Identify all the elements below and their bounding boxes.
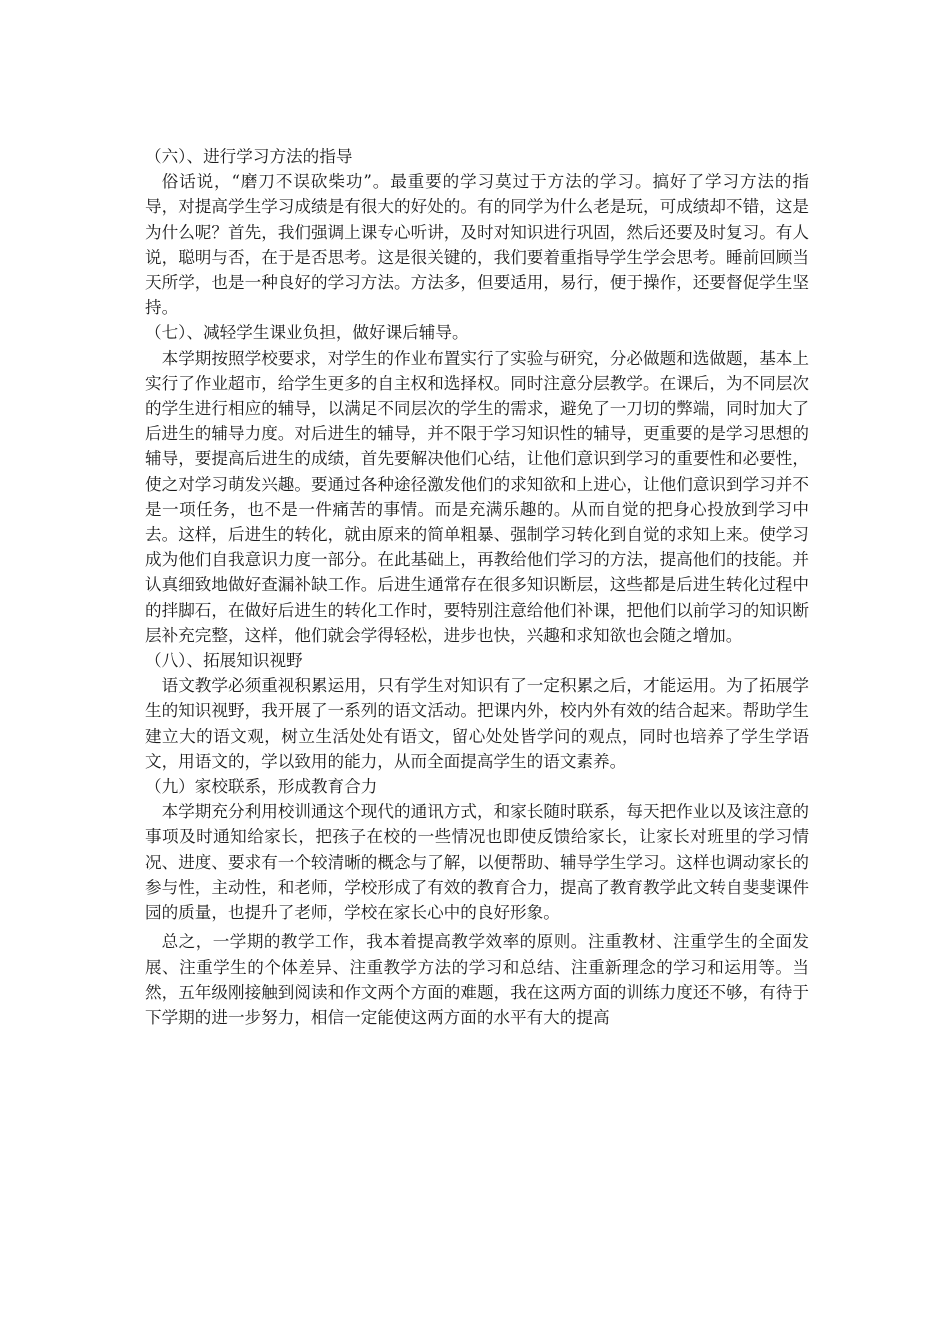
closing-paragraph: 总之，一学期的教学工作，我本着提高教学效率的原则。注重教材、注重学生的全面发展、注重学生的个体差异、注重教学方法的学习和总结、注重新理念的学习和运用等。当然，五年级刚接触到阅读和作文两个方面的难题，我在这两方面的训练力度还不够，有待于下学期的进一步努力，相信一定能使这两方面的水平有大的提高 — [145, 932, 809, 1027]
document-page — [145, 144, 809, 1030]
section-paragraph: 语文教学必须重视积累运用，只有学生对知识有了一定积累之后，才能运用。为了拓展学生的知识视野，我开展了一系列的语文活动。把课内外，校内外有效的结合起来。帮助学生建立大的语文观，树立生活处处有语文，留心处处皆学问的观点，同时也培养了学生学语文，用语文的，学以致用的能力，从而全面提高学生的语文素养。 — [145, 676, 809, 771]
section-paragraph: 本学期充分利用校训通这个现代的通讯方式，和家长随时联系，每天把作业以及该注意的事项及时通知给家长，把孩子在校的一些情况也即使反馈给家长，让家长对班里的学习情况、进度、要求有一个较清晰的概念与了解，以便帮助、辅导学生学习。这样也调动家长的参与性，主动性，和老师，学校形成了有效的教育合力，提高了教育教学此文转自斐斐课件园的质量，也提升了老师，学校在家长心中的良好形象。 — [145, 802, 809, 923]
section-heading: （九）家校联系，形成教育合力 — [145, 777, 378, 797]
section-6 — [145, 144, 809, 320]
section-heading: （七）、减轻学生课业负担，做好课后辅导。 — [145, 323, 469, 343]
section-paragraph: 俗话说，“磨刀不误砍柴功”。最重要的学习莫过于方法的学习。搞好了学习方法的指导，对提高学生学习成绩是有很大的好处的。有的同学为什么老是玩，可成绩却不错，这是为什么呢？首先，我们强调上课专心听讲，及时对知识进行巩固，然后还要及时复习。有人说，聪明与否，在于是否思考。这是很关键的，我们要着重指导学生学会思考。睡前回顾当天所学，也是一种良好的学习方法。方法多，但要适用，易行，便于操作，还要督促学生坚持。 — [145, 172, 809, 318]
section-7 — [145, 320, 809, 648]
section-paragraph: 本学期按照学校要求，对学生的作业布置实行了实验与研究，分必做题和选做题，基本上实行了作业超市，给学生更多的自主权和选择权。同时注意分层教学。在课后，为不同层次的学生进行相应的辅导，以满足不同层次的学生的需求，避免了一刀切的弊端，同时加大了后进生的辅导力度。对后进生的辅导，并不限于学习知识性的辅导，更重要的是学习思想的辅导，要提高后进生的成绩，首先要解决他们心结，让他们意识到学习的重要性和必要性，使之对学习萌发兴趣。要通过各种途径激发他们的求知欲和上进心，让他们意识到学习并不是一项任务，也不是一件痛苦的事情。而是充满乐趣的。从而自觉的把身心投放到学习中去。这样，后进生的转化，就由原来的简单粗暴、强制学习转化到自觉的求知上来。使学习成为他们自我意识力度一部分。在此基础上，再教给他们学习的方法，提高他们的技能。并认真细致地做好查漏补缺工作。后进生通常存在很多知识断层，这些都是后进生转化过程中的拌脚石，在做好后进生的转化工作时，要特别注意给他们补课，把他们以前学习的知识断层补充完整，这样，他们就会学得轻松，进步也快，兴趣和求知欲也会随之增加。 — [145, 348, 809, 645]
section-heading: （六）、进行学习方法的指导 — [145, 147, 353, 166]
section-9 — [145, 774, 809, 925]
section-8 — [145, 648, 809, 774]
section-heading: （八）、拓展知识视野 — [145, 651, 303, 671]
